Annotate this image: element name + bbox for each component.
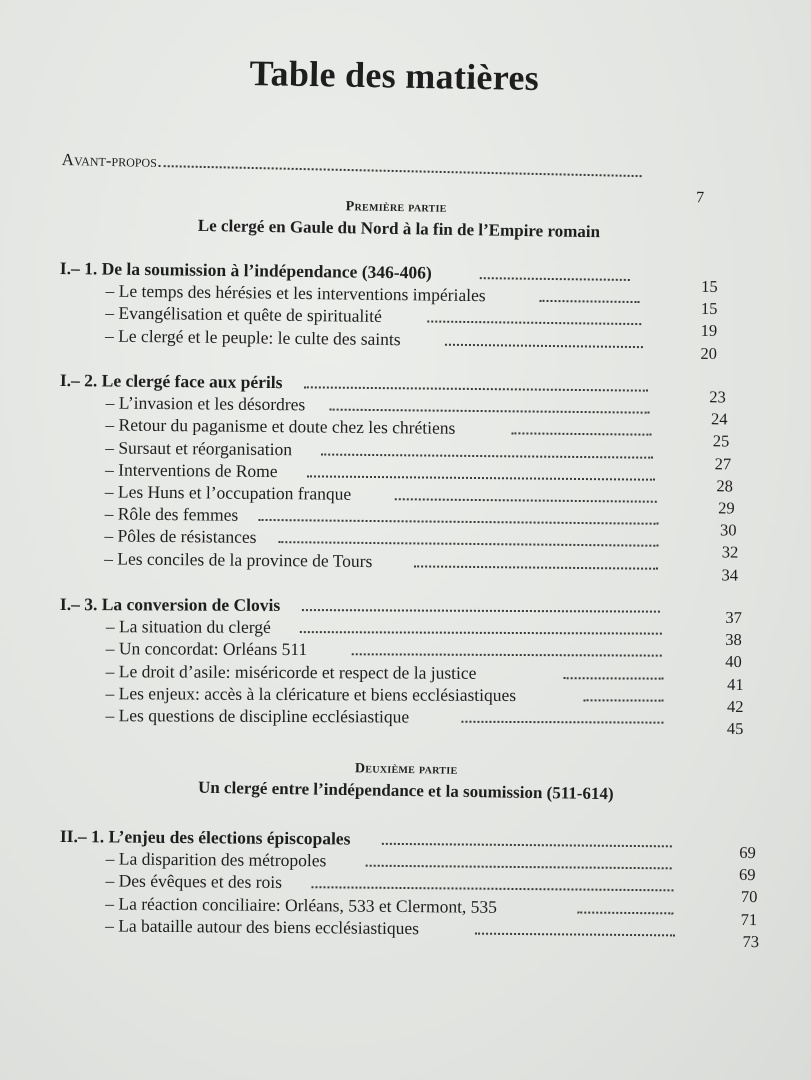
toc-page-number: 28: [716, 476, 734, 496]
dot-leader: [382, 843, 672, 848]
dot-leader: [564, 677, 664, 679]
dot-leader: [511, 433, 651, 436]
toc-page-number: 32: [721, 542, 739, 562]
toc-item-text: – Evangélisation et quête de spiritualité: [105, 302, 382, 327]
part-two-heading: [186, 759, 627, 805]
dot-leader: [302, 609, 660, 613]
part-label: Deuxième partie: [354, 761, 458, 778]
dot-leader: [414, 565, 658, 569]
dot-leader: [304, 386, 648, 391]
toc-section-1-2: [58, 370, 760, 585]
dot-leader: [445, 343, 643, 347]
dot-leader: [427, 321, 641, 326]
toc-item-text: – Un concordat: Orléans 511: [105, 638, 308, 660]
toc-page-number: 42: [726, 696, 744, 716]
toc-item-text: – Les Huns et l’occupation franque: [104, 481, 352, 504]
toc-page-number: 20: [700, 343, 718, 363]
toc-item-text: – Les questions de discipline ecclésiastique: [105, 705, 410, 727]
toc-item-text: – La réaction conciliaire: Orléans, 533 et Clermont, 535: [105, 892, 498, 917]
toc-page-number: 27: [714, 453, 732, 474]
toc-item-text: – Les conciles de la province de Tours: [104, 547, 373, 571]
toc-page-number: 19: [700, 321, 718, 341]
avant-propos-entry: [61, 150, 705, 207]
toc-item: [59, 915, 760, 951]
toc-page-number: 15: [701, 276, 718, 297]
toc-heading-text: I.– 1. De la soumission à l’indépendance (346-406): [59, 258, 432, 283]
toc-item-text: – Le droit d’asile: miséricorde et respect de la justice: [105, 660, 477, 683]
toc-section-2-1: [59, 826, 760, 951]
toc-page-number: 41: [727, 674, 744, 694]
toc-page-number: 69: [739, 842, 756, 863]
part-one-heading: [197, 197, 601, 242]
toc-item-text: – La disparition des métropoles: [105, 848, 327, 871]
toc-page-number: 45: [726, 718, 744, 738]
dot-leader: [321, 453, 653, 458]
toc-item-text: – L’invasion et les désordres: [105, 392, 306, 415]
toc-item: [59, 705, 759, 738]
dot-leader: [539, 300, 639, 303]
toc-page-number: 34: [721, 564, 739, 585]
dot-leader: [352, 654, 662, 657]
toc-item-text: – Retour du paganisme et doute chez les chrétiens: [105, 414, 456, 439]
toc-page-number: 30: [719, 520, 737, 540]
toc-item-text: – Le clergé et le peuple: le culte des saints: [104, 325, 401, 349]
dot-leader: [366, 865, 672, 870]
toc-page-number: 37: [725, 607, 742, 627]
toc-page-number: 38: [725, 630, 742, 650]
dot-leader: [475, 932, 675, 936]
toc-section-1-3: [59, 594, 760, 738]
toc-section-1-1: [59, 258, 760, 363]
toc-item-text: – La situation du clergé: [105, 616, 271, 638]
toc-item-text: – Interventions de Rome: [104, 459, 278, 481]
dot-leader: [480, 277, 630, 281]
dot-leader: [584, 699, 664, 701]
toc-page-number: 24: [710, 409, 728, 429]
dot-leader: [577, 911, 673, 914]
dot-leader: [330, 409, 650, 414]
toc-page-number: 73: [742, 931, 760, 951]
toc-page-number: 71: [740, 909, 758, 929]
toc-heading-text: II.– 1. L’enjeu des élections épiscopales: [59, 826, 351, 849]
dot-leader: [278, 541, 658, 547]
toc-heading-text: I.– 2. Le clergé face aux périls: [59, 370, 283, 393]
toc-item-text: – Le temps des hérésies et les interventions impériales: [105, 280, 486, 306]
toc-item-text: – Rôle des femmes: [104, 503, 239, 525]
avant-propos-label: Avant-propos: [61, 150, 158, 171]
toc-item-text: – Sursaut et réorganisation: [105, 437, 293, 459]
dot-leader: [311, 887, 673, 892]
toc-page-number: 29: [718, 498, 735, 518]
toc-item-text: – Des évêques et des rois: [105, 870, 283, 893]
toc-heading-text: I.– 3. La conversion de Clovis: [59, 594, 281, 615]
dot-leader: [300, 631, 662, 635]
toc-page-number: 23: [709, 387, 726, 407]
page-title: Table des matières: [249, 52, 540, 99]
dot-leader: [461, 721, 663, 724]
dot-leader: [395, 498, 657, 503]
part-label: Première partie: [345, 199, 447, 216]
toc-item-text: – Les enjeux: accès à la cléricature et biens ecclésiastiques: [105, 682, 517, 705]
toc-item-text: – La bataille autour des biens ecclésiastiques: [105, 915, 420, 938]
toc-page-number: 40: [725, 652, 742, 672]
part-title: Un clergé entre l’indépendance et la soumission (511-614): [197, 777, 614, 804]
part-title: Le clergé en Gaule du Nord à la fin de l’Empire romain: [197, 215, 601, 242]
toc-item-text: – Pôles de résistances: [104, 525, 257, 548]
dot-leader: [259, 519, 659, 525]
avant-propos-page: 7: [695, 189, 705, 207]
toc-page-number: 25: [712, 431, 730, 451]
dot-leader: [159, 165, 642, 177]
toc-page-number: 15: [700, 299, 718, 319]
toc-page-number: 69: [739, 865, 756, 885]
dot-leader: [307, 475, 655, 480]
toc-page-number: 70: [740, 887, 758, 907]
